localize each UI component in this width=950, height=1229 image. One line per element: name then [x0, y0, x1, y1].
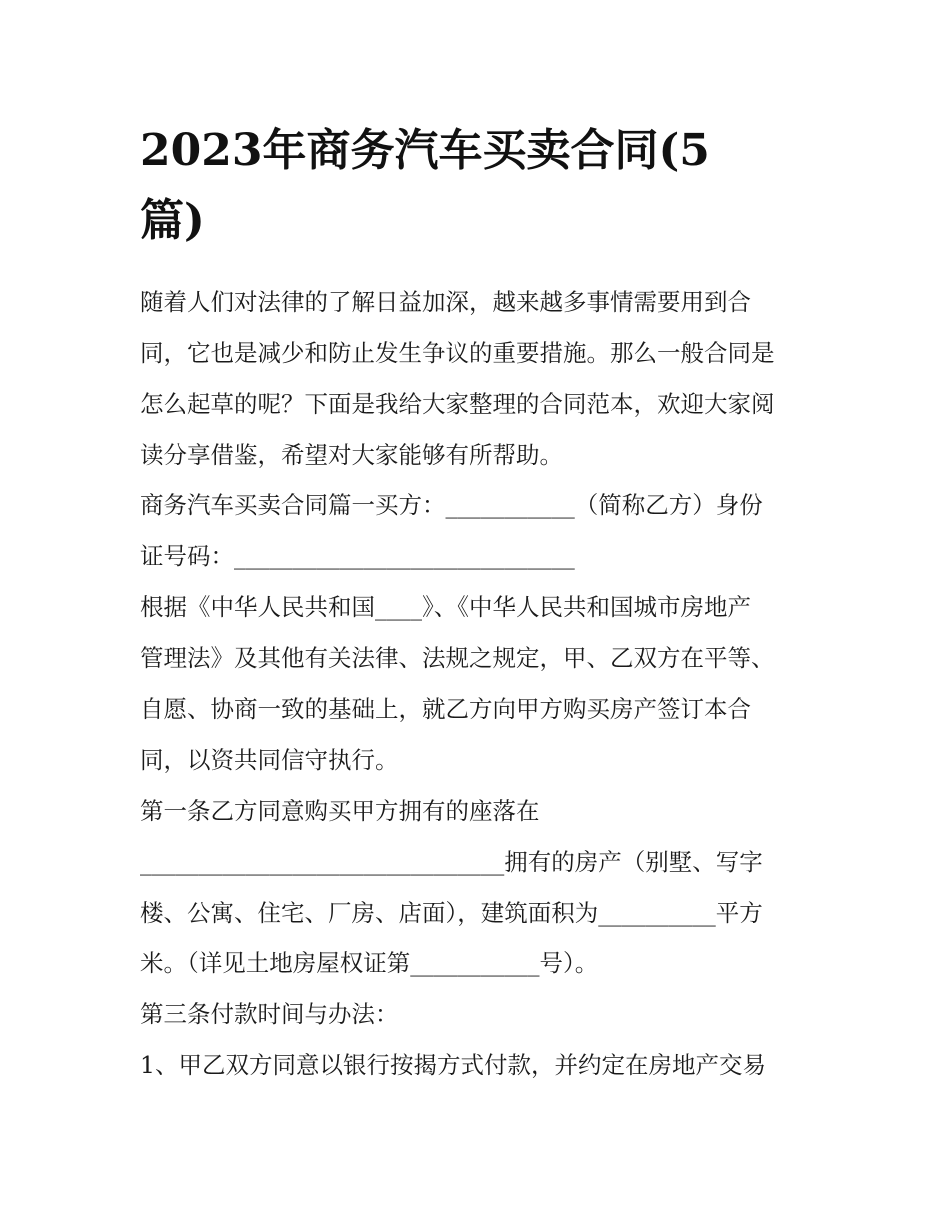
- article-three-heading: 第三条付款时间与办法：: [140, 1000, 399, 1028]
- buyer-info-line: 商务汽车买卖合同篇一买方：___________（简称乙方）身份: [140, 491, 763, 519]
- title-line: 篇): [140, 195, 205, 246]
- legal-basis-line: 同，以资共同信守执行。: [140, 746, 399, 774]
- intro-paragraph-line: 读分享借鉴，希望对大家能够有所帮助。: [140, 441, 563, 469]
- intro-paragraph-line: 随着人们对法律的了解日益加深，越来越多事情需要用到合: [140, 288, 751, 316]
- legal-basis-line: 自愿、协商一致的基础上，就乙方向甲方购买房产签订本合: [140, 695, 751, 723]
- article-one-line: 第一条乙方同意购买甲方拥有的座落在: [140, 797, 540, 825]
- article-one-line: 楼、公寓、住宅、厂房、店面），建筑面积为__________平方: [140, 899, 763, 927]
- buyer-id-line: 证号码：_____________________________: [140, 542, 575, 570]
- title-line: 2023年商务汽车买卖合同(5: [140, 125, 710, 176]
- document-title: [140, 116, 830, 256]
- legal-basis-line: 管理法》及其他有关法律、法规之规定，甲、乙双方在平等、: [140, 644, 775, 672]
- intro-paragraph-line: 同，它也是减少和防止发生争议的重要措施。那么一般合同是: [140, 339, 775, 367]
- legal-basis-line: 根据《中华人民共和国____》、《中华人民共和国城市房地产: [140, 593, 751, 621]
- article-one-line: _______________________________拥有的房产（别墅、写字: [140, 848, 763, 876]
- payment-clause-line: 1、甲乙双方同意以银行按揭方式付款，并约定在房地产交易: [140, 1051, 766, 1079]
- intro-paragraph-line: 怎么起草的呢？下面是我给大家整理的合同范本，欢迎大家阅: [140, 390, 775, 418]
- article-one-line: 米。（详见土地房屋权证第___________号）。: [140, 949, 599, 977]
